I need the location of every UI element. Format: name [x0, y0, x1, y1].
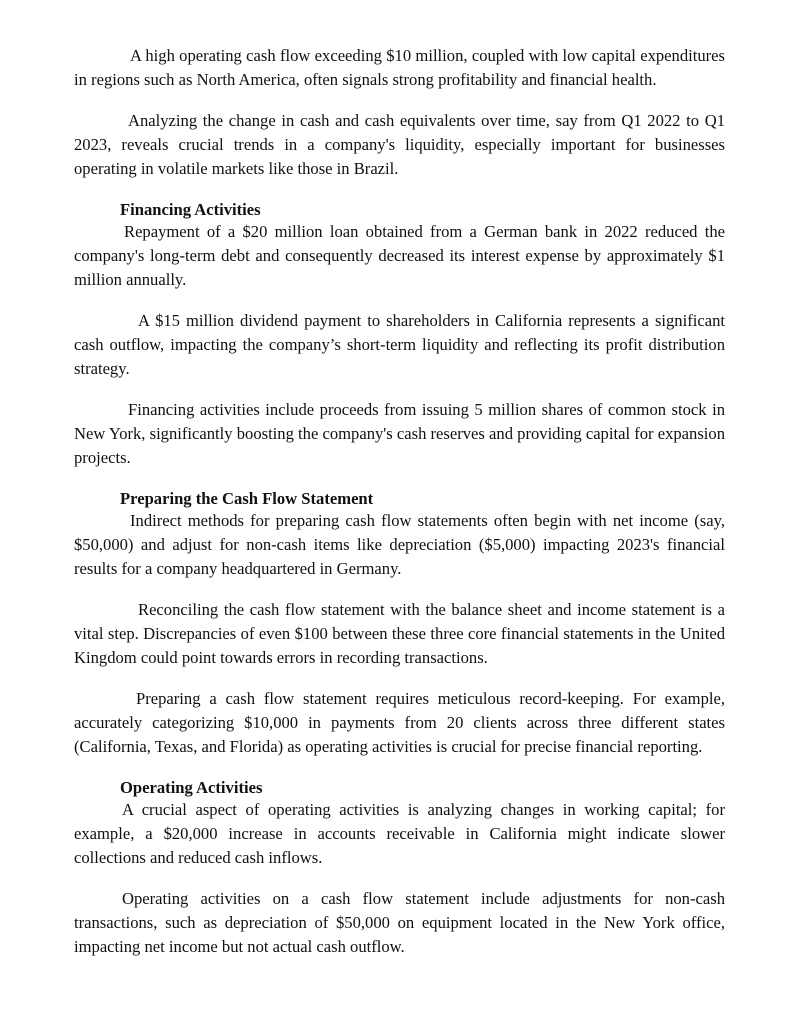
paragraph-operating-cash-flow: A high operating cash flow exceeding $10 million, coupled with low capital expenditures in regions such as North America, often signals strong profitability and financial health.	[74, 46, 725, 89]
paragraph-cash-equivalents-change: Analyzing the change in cash and cash equivalents over time, say from Q1 2022 to Q1 2023, reveals crucial trends in a company's liquidity, especially important for businesses operating in volatile markets like those in Brazil.	[74, 111, 725, 178]
paragraph-indirect-method: Indirect methods for preparing cash flow statements often begin with net income (say, $50,000) and adjust for non-cash items like depreciation ($5,000) impacting 2023's financial results for a company headquartered in Germany.	[74, 511, 725, 578]
heading-preparing-cash-flow-statement: Preparing the Cash Flow Statement	[120, 489, 374, 508]
paragraph-non-cash-adjustments: Operating activities on a cash flow statement include adjustments for non-cash transactions, such as depreciation of $50,000 on equipment located in the New York office, impacting net income but not actual cash outflow.	[74, 889, 725, 956]
paragraph-dividend-payment: A $15 million dividend payment to shareholders in California represents a significant cash outflow, impacting the company’s short-term liquidity and reflecting its profit distribution strategy.	[74, 311, 725, 378]
document-page	[74, 44, 725, 976]
heading-financing-activities: Financing Activities	[120, 200, 261, 219]
paragraph-loan-repayment: Repayment of a $20 million loan obtained from a German bank in 2022 reduced the company's long-term debt and consequently decreased its interest expense by approximately $1 million annually.	[74, 222, 725, 289]
paragraph-reconciliation: Reconciling the cash flow statement with the balance sheet and income statement is a vital step. Discrepancies of even $100 between these three core financial statements in the United Kingdom could point towards errors in recording transactions.	[74, 600, 725, 667]
paragraph-record-keeping: Preparing a cash flow statement requires meticulous record-keeping. For example, accurately categorizing $10,000 in payments from 20 clients across three different states (California, Texas, and Florida) as operating activities is crucial for precise financial reporting.	[74, 689, 725, 756]
heading-operating-activities: Operating Activities	[120, 778, 263, 797]
paragraph-share-issuance: Financing activities include proceeds from issuing 5 million shares of common stock in New York, significantly boosting the company's cash reserves and providing capital for expansion projects.	[74, 400, 725, 467]
paragraph-working-capital: A crucial aspect of operating activities is analyzing changes in working capital; for example, a $20,000 increase in accounts receivable in California might indicate slower collections and reduced cash inflows.	[74, 800, 725, 867]
